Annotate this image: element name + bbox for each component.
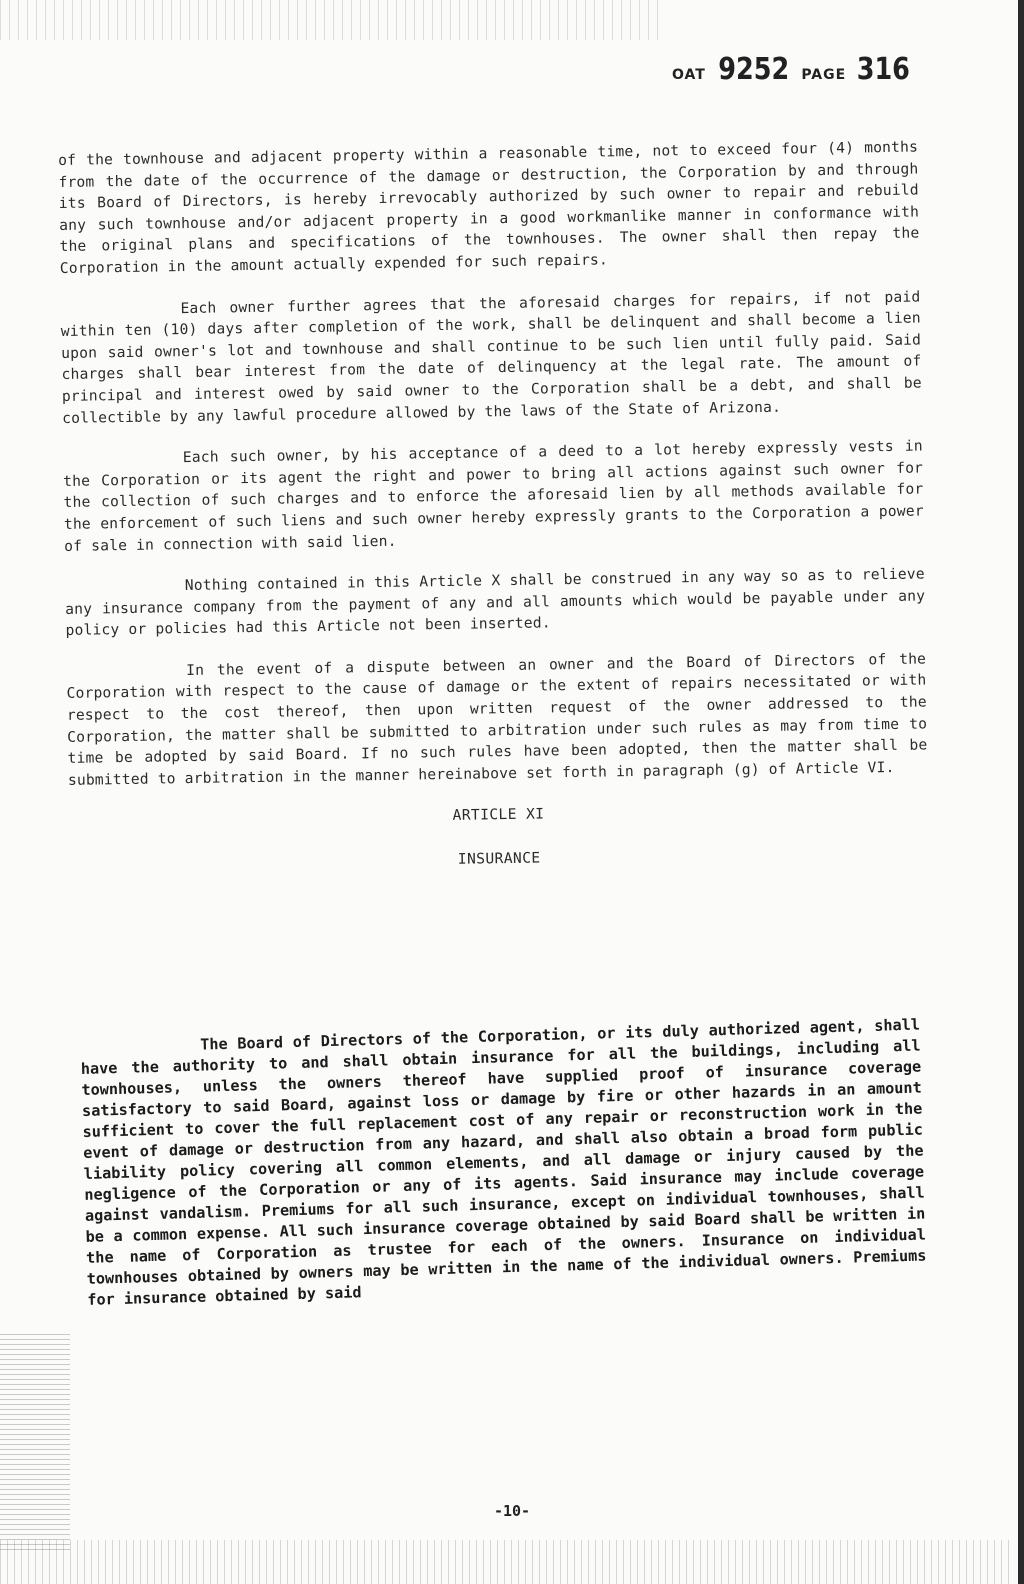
paragraph-insurance-coverage: The Board of Directors of the Corporation, or its duly authorized agent, shall have the authority to and shall obtain insurance for all the buildings, including all townhouses, unless the owners thereof have supplied proof of insurance coverage satisfactory to said Board, against loss or damage by fire or other hazards in an amount sufficient to cover the full replacement cost of any repair or reconstruction work in the event of damage or destruction from any hazard, and shall also obtain a broad form public liability policy covering all common elements, and all damage or injury caused by the negligence of the Corporation or any of its agents. Said insurance may include coverage against vandalism. Premiums for all such insurance, except on individual townhouses, shall be a common expense. All such insurance coverage obtained by said Board shall be written in the name of Corporation as trustee for each of the owners. Insurance on individual townhouses obtained by owners may be written in the name of the individual owners. Premiums for insurance obtained by said (80, 1015, 927, 1309)
paragraph-repair-obligation: of the townhouse and adjacent property within a reasonable time, not to exceed four (4) months from the date of the occurrence of the damage or destruction, the Corporation by and through its Board of Directors, is hereby irrevocably authorized by such owner to repair and rebuild any such townhouse and/or adjacent property in a good workmanlike manner in conformance with the original plans and specifications of the townhouses. The owner shall then repay the Corporation in the amount actually expended for such repairs. (58, 138, 920, 277)
scan-noise-top (0, 0, 660, 40)
stamp-docket-label: OAT (672, 67, 706, 83)
stamp-page-number: 316 (856, 52, 911, 87)
article-title: INSURANCE (457, 849, 541, 868)
article-xi-body (80, 1015, 928, 1331)
scan-edge (1018, 0, 1024, 1584)
stamp-page-label: PAGE (801, 67, 847, 83)
paragraph-arbitration: In the event of a dispute between an owner and the Board of Directors of the Corporation with respect to the cause of damage or the extent of repairs necessitated or with respect to the cost thereof, then upon written request of the owner addressed to the Corporation, the matter shall be submitted to arbitration under such rules as may from time to time be adopted by said Board. If no such rules have been adopted, then the matter shall be submitted to arbitration in the manner hereinabove set forth in paragraph (g) of Article VI. (66, 650, 928, 789)
page-number: -10- (493, 1502, 531, 1520)
article-heading: ARTICLE XI (452, 805, 545, 825)
paragraph-lien-enforcement: Each such owner, by his acceptance of a deed to a lot hereby expressly vests in the Corporation or its agent the right and power to bring all actions against such owner for the collection of such charges and to enforce the aforesaid lien by all methods available for the enforcement of such liens and such owner hereby expressly grants to the Corporation a power of sale in connection with said lien. (63, 437, 924, 555)
article-x-continuation (58, 136, 930, 898)
scan-noise-bottom (0, 1540, 1010, 1584)
paragraph-insurance-not-relieved: Nothing contained in this Article X shall be construed in any way so as to relieve any insurance company from the payment of any and all amounts which would be payable under any policy or policies had this Article not been inserted. (65, 565, 926, 640)
stamp-docket-number: 9252 (718, 52, 790, 87)
recording-stamp (672, 52, 915, 87)
paragraph-delinquent-charges: Each owner further agrees that the aforesaid charges for repairs, if not paid within ten (10) days after completion of the work, shall be delinquent and shall become a lien upon said owner's lot and townhouse and shall continue to be such lien until fully paid. Said charges shall bear interest from the date of delinquency at the legal rate. The amount of principal and interest owed by said owner to the Corporation shall be a debt, and shall be collectible by any lawful procedure allowed by the laws of the State of Arizona. (60, 288, 922, 427)
